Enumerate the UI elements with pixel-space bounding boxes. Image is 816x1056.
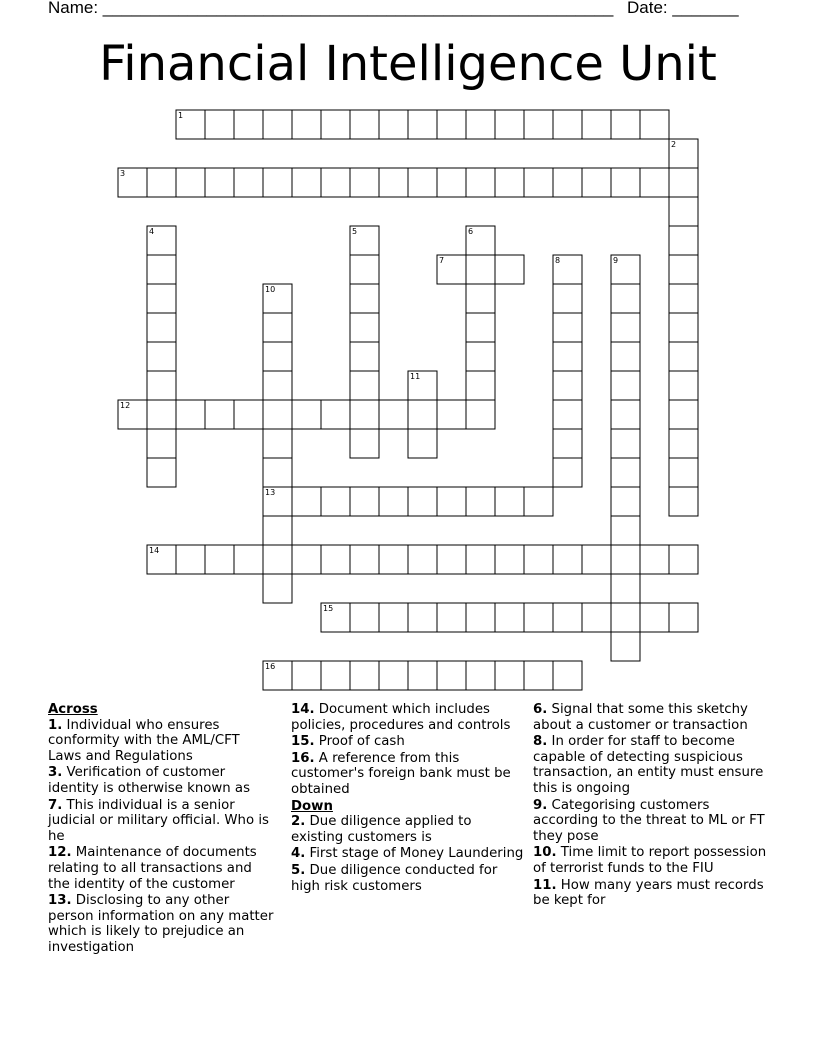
cell-number: 8 <box>555 256 561 265</box>
crossword-cell[interactable] <box>321 110 350 139</box>
across-heading: Across <box>48 702 98 717</box>
crossword-cell[interactable] <box>611 400 640 429</box>
clues-column-2 <box>291 702 527 895</box>
crossword-cell[interactable] <box>553 429 582 458</box>
crossword-cell[interactable] <box>379 168 408 197</box>
crossword-cell[interactable] <box>611 516 640 545</box>
crossword-cell[interactable] <box>553 458 582 487</box>
crossword-cell[interactable] <box>611 168 640 197</box>
crossword-cell[interactable] <box>669 458 698 487</box>
crossword-cell[interactable] <box>553 661 582 690</box>
crossword-cell[interactable] <box>466 255 495 284</box>
crossword-cell[interactable] <box>553 400 582 429</box>
crossword-cell[interactable] <box>263 313 292 342</box>
crossword-cell[interactable] <box>263 574 292 603</box>
crossword-cell[interactable] <box>350 661 379 690</box>
crossword-cell[interactable] <box>263 371 292 400</box>
crossword-cell[interactable] <box>669 226 698 255</box>
crossword-cell[interactable] <box>379 110 408 139</box>
crossword-cell[interactable] <box>611 110 640 139</box>
clue-text: Disclosing to any other person information on any matter which is likely to prejudice an investigation <box>48 893 274 955</box>
clue-text: Time limit to report possession of terrorist funds to the FIU <box>533 845 767 876</box>
crossword-cell[interactable] <box>408 168 437 197</box>
crossword-cell[interactable] <box>669 197 698 226</box>
crossword-cell[interactable] <box>350 400 379 429</box>
crossword-cell[interactable] <box>408 487 437 516</box>
crossword-cell[interactable] <box>379 487 408 516</box>
crossword-cell[interactable] <box>263 458 292 487</box>
crossword-cell[interactable] <box>234 168 263 197</box>
crossword-cell[interactable] <box>350 342 379 371</box>
clue-down-9 <box>533 798 769 845</box>
crossword-cell[interactable] <box>147 284 176 313</box>
crossword-cell[interactable] <box>147 313 176 342</box>
cell-number: 4 <box>149 227 155 236</box>
crossword-cell[interactable] <box>611 487 640 516</box>
crossword-cell[interactable] <box>524 168 553 197</box>
crossword-cell[interactable] <box>466 284 495 313</box>
crossword-cell[interactable] <box>408 545 437 574</box>
crossword-cell[interactable] <box>408 110 437 139</box>
crossword-cell[interactable] <box>234 545 263 574</box>
clue-text: Due diligence conducted for high risk customers <box>291 862 498 894</box>
crossword-cell[interactable] <box>379 603 408 632</box>
crossword-cell[interactable] <box>437 603 466 632</box>
crossword-cell[interactable] <box>437 545 466 574</box>
crossword-cell[interactable] <box>495 545 524 574</box>
clue-text: Due diligence applied to existing customers is <box>291 814 472 845</box>
crossword-cell[interactable] <box>205 168 234 197</box>
crossword-cell[interactable] <box>553 168 582 197</box>
crossword-cell[interactable] <box>147 400 176 429</box>
crossword-cell[interactable] <box>437 487 466 516</box>
crossword-cell[interactable] <box>524 603 553 632</box>
crossword-cell[interactable] <box>292 661 321 690</box>
clue-across-12 <box>48 845 276 892</box>
clue-number: 15. <box>291 734 315 750</box>
crossword-cell[interactable] <box>466 168 495 197</box>
crossword-cell[interactable] <box>669 545 698 574</box>
crossword-cell[interactable] <box>147 168 176 197</box>
crossword-cell[interactable] <box>292 545 321 574</box>
crossword-cell[interactable] <box>611 371 640 400</box>
crossword-cell[interactable] <box>205 545 234 574</box>
clue-across-14 <box>291 702 527 733</box>
cell-number: 6 <box>468 227 474 236</box>
crossword-cell[interactable] <box>147 342 176 371</box>
crossword-cell[interactable] <box>321 661 350 690</box>
crossword-cell[interactable] <box>350 255 379 284</box>
clue-down-10 <box>533 845 769 876</box>
crossword-cell[interactable] <box>582 545 611 574</box>
crossword-cell[interactable] <box>437 110 466 139</box>
clues-column-3 <box>533 702 769 910</box>
crossword-cell[interactable] <box>466 313 495 342</box>
clue-down-6 <box>533 702 769 733</box>
cell-number: 12 <box>120 401 131 410</box>
crossword-cell[interactable] <box>582 168 611 197</box>
crossword-cell[interactable] <box>205 110 234 139</box>
clue-number: 14. <box>291 702 315 717</box>
crossword-cell[interactable] <box>582 110 611 139</box>
crossword-cell[interactable] <box>640 545 669 574</box>
crossword-cell[interactable] <box>263 110 292 139</box>
crossword-cell[interactable] <box>350 110 379 139</box>
crossword-cell[interactable] <box>147 371 176 400</box>
cell-number: 1 <box>178 111 184 120</box>
page-title: Financial Intelligence Unit <box>99 36 717 92</box>
clue-across-13 <box>48 893 276 955</box>
clue-text: Proof of cash <box>318 734 405 750</box>
crossword-cell[interactable] <box>640 168 669 197</box>
clue-number: 3. <box>48 765 63 781</box>
date-field-label: Date: _______ <box>627 0 739 17</box>
crossword-cell[interactable] <box>640 603 669 632</box>
clue-down-5 <box>291 863 527 894</box>
crossword-cell[interactable] <box>466 487 495 516</box>
clue-across-16 <box>291 751 527 798</box>
crossword-cell[interactable] <box>292 487 321 516</box>
clue-number: 10. <box>533 845 557 861</box>
crossword-cell[interactable] <box>524 487 553 516</box>
crossword-cell[interactable] <box>611 574 640 603</box>
clue-text: Document which includes policies, procedures and controls <box>291 702 511 733</box>
crossword-cell[interactable] <box>466 603 495 632</box>
crossword-cell[interactable] <box>321 400 350 429</box>
clue-number: 6. <box>533 702 548 717</box>
clue-number: 8. <box>533 734 548 750</box>
clue-number: 4. <box>291 846 306 862</box>
cell-number: 2 <box>671 140 677 149</box>
crossword-cell[interactable] <box>611 603 640 632</box>
clue-text: Categorising customers according to the threat to ML or FT they pose <box>533 797 765 844</box>
crossword-cell[interactable] <box>582 603 611 632</box>
crossword-cell[interactable] <box>176 400 205 429</box>
crossword-cell[interactable] <box>350 371 379 400</box>
crossword-cell[interactable] <box>495 110 524 139</box>
clue-number: 11. <box>533 877 557 893</box>
clue-text: Individual who ensures conformity with the AML/CFT Laws and Regulations <box>48 717 240 764</box>
clue-text: In order for staff to become capable of detecting suspicious transaction, an entity must ensure this is ongoing <box>533 734 764 796</box>
cell-number: 5 <box>352 227 358 236</box>
crossword-cell[interactable] <box>321 545 350 574</box>
crossword-cell[interactable] <box>611 284 640 313</box>
crossword-cell[interactable] <box>611 632 640 661</box>
clues-column-1 <box>48 702 276 957</box>
crossword-cell[interactable] <box>263 342 292 371</box>
crossword-cell[interactable] <box>379 400 408 429</box>
crossword-cell[interactable] <box>669 429 698 458</box>
crossword-cell[interactable] <box>466 661 495 690</box>
clue-number: 9. <box>533 797 548 813</box>
down-heading: Down <box>291 798 333 814</box>
clue-number: 12. <box>48 845 72 861</box>
crossword-cell[interactable] <box>408 429 437 458</box>
crossword-cell[interactable] <box>640 110 669 139</box>
crossword-cell[interactable] <box>147 458 176 487</box>
crossword-cell[interactable] <box>350 545 379 574</box>
crossword-cell[interactable] <box>350 429 379 458</box>
crossword-cell[interactable] <box>669 284 698 313</box>
crossword-cell[interactable] <box>437 400 466 429</box>
crossword-cell[interactable] <box>553 313 582 342</box>
crossword-cell[interactable] <box>263 429 292 458</box>
crossword-cell[interactable] <box>350 168 379 197</box>
cell-number: 16 <box>265 662 276 671</box>
clue-text: Signal that some this sketchy about a customer or transaction <box>533 702 748 733</box>
clue-down-8 <box>533 734 769 796</box>
clue-text: How many years must records be kept for <box>533 877 764 909</box>
crossword-cell[interactable] <box>669 400 698 429</box>
crossword-cell[interactable] <box>669 603 698 632</box>
crossword-cell[interactable] <box>466 110 495 139</box>
crossword-cell[interactable] <box>321 168 350 197</box>
clue-number: 13. <box>48 893 72 909</box>
crossword-cell[interactable] <box>263 400 292 429</box>
crossword-cell[interactable] <box>611 429 640 458</box>
crossword-cell[interactable] <box>524 110 553 139</box>
cell-number: 3 <box>120 169 126 178</box>
crossword-cell[interactable] <box>553 545 582 574</box>
crossword-cell[interactable] <box>263 545 292 574</box>
crossword-cell[interactable] <box>350 603 379 632</box>
cell-number: 9 <box>613 256 619 265</box>
crossword-cell[interactable] <box>466 371 495 400</box>
crossword-cell[interactable] <box>234 110 263 139</box>
clue-number: 7. <box>48 797 63 813</box>
crossword-cell[interactable] <box>611 342 640 371</box>
cell-number: 11 <box>410 372 421 381</box>
crossword-cell[interactable] <box>553 371 582 400</box>
crossword-cell[interactable] <box>379 661 408 690</box>
crossword-cell[interactable] <box>350 313 379 342</box>
cell-number: 10 <box>265 285 276 294</box>
crossword-cell[interactable] <box>466 342 495 371</box>
clue-text: First stage of Money Laundering <box>309 846 524 862</box>
crossword-cell[interactable] <box>292 400 321 429</box>
clue-down-4 <box>291 846 527 862</box>
crossword-cell[interactable] <box>147 255 176 284</box>
crossword-cell[interactable] <box>495 255 524 284</box>
crossword-cell[interactable] <box>669 168 698 197</box>
crossword-cell[interactable] <box>611 545 640 574</box>
crossword-cell[interactable] <box>466 545 495 574</box>
clue-across-1 <box>48 718 276 765</box>
crossword-cell[interactable] <box>495 487 524 516</box>
cell-number: 15 <box>323 604 334 613</box>
crossword-cell[interactable] <box>524 545 553 574</box>
crossword-cell[interactable] <box>669 255 698 284</box>
clue-text: Verification of customer identity is otherwise known as <box>48 765 251 796</box>
crossword-cell[interactable] <box>669 371 698 400</box>
crossword-cell[interactable] <box>553 110 582 139</box>
name-field-label: Name: ______________________________________________________ <box>48 0 614 17</box>
crossword-cell[interactable] <box>669 342 698 371</box>
crossword-cell[interactable] <box>321 487 350 516</box>
crossword-cell[interactable] <box>495 168 524 197</box>
crossword-cell[interactable] <box>495 603 524 632</box>
crossword-cell[interactable] <box>553 284 582 313</box>
crossword-cell[interactable] <box>408 603 437 632</box>
crossword-cell[interactable] <box>176 545 205 574</box>
clue-across-7 <box>48 798 276 845</box>
crossword-cell[interactable] <box>495 661 524 690</box>
clue-number: 1. <box>48 717 63 733</box>
crossword-cell[interactable] <box>292 110 321 139</box>
crossword-cell[interactable] <box>611 313 640 342</box>
clue-text: This individual is a senior judicial or military official. Who is he <box>48 797 269 844</box>
clue-number: 16. <box>291 750 315 766</box>
clue-text: Maintenance of documents relating to all transactions and the identity of the customer <box>48 845 257 892</box>
crossword-cell[interactable] <box>408 661 437 690</box>
crossword-cell[interactable] <box>379 545 408 574</box>
clue-number: 5. <box>291 862 306 878</box>
crossword-cell[interactable] <box>263 516 292 545</box>
crossword-cell[interactable] <box>437 168 466 197</box>
clue-number: 2. <box>291 814 306 830</box>
crossword-cell[interactable] <box>524 661 553 690</box>
crossword-cell[interactable] <box>350 284 379 313</box>
cell-number: 13 <box>265 488 276 497</box>
crossword-cell[interactable] <box>669 313 698 342</box>
cell-number: 7 <box>439 256 445 265</box>
crossword-cell[interactable] <box>147 429 176 458</box>
crossword-cell[interactable] <box>669 487 698 516</box>
crossword-cell[interactable] <box>553 603 582 632</box>
crossword-cell[interactable] <box>234 400 263 429</box>
crossword-cell[interactable] <box>611 458 640 487</box>
clue-across-3 <box>48 765 276 796</box>
crossword-cell[interactable] <box>292 168 321 197</box>
crossword-cell[interactable] <box>350 487 379 516</box>
crossword-cell[interactable] <box>466 400 495 429</box>
crossword-cell[interactable] <box>408 400 437 429</box>
crossword-cell[interactable] <box>263 168 292 197</box>
clue-text: A reference from this customer's foreign bank must be obtained <box>291 750 511 797</box>
cell-number: 14 <box>149 546 160 555</box>
clue-down-11 <box>533 878 769 909</box>
crossword-cell[interactable] <box>437 661 466 690</box>
crossword-cell[interactable] <box>205 400 234 429</box>
crossword-cell[interactable] <box>553 342 582 371</box>
clue-down-2 <box>291 814 527 845</box>
clue-across-15 <box>291 734 527 750</box>
crossword-cell[interactable] <box>176 168 205 197</box>
